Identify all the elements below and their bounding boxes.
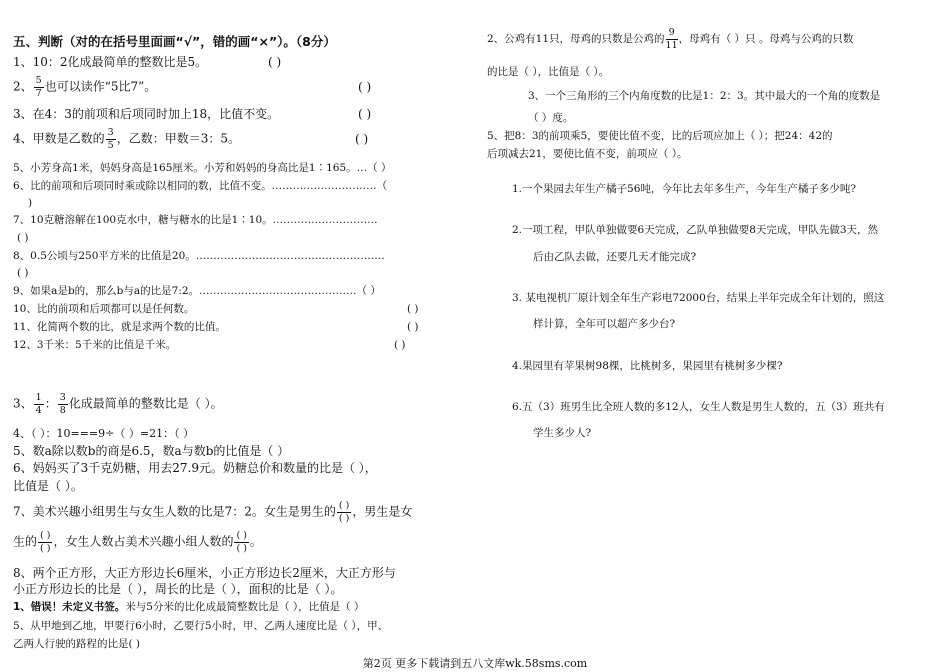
fraction: $\frac{9}{11}$: [665, 27, 678, 51]
fraction: $\frac{5}{7}$: [35, 75, 42, 99]
problem-2-line1: 2.一项工程，甲队单独做要6天完成，乙队单独做要8天完成，甲队先做3天，然: [512, 224, 879, 236]
judge-item-8: 8、0.5公顷与250平方米的比值是20。………………………………………………: [13, 250, 385, 262]
fraction: $\frac{3}{8}$: [59, 392, 66, 416]
answer-paren: ( ): [355, 132, 369, 146]
fill-item-6-line2: 比值是（ ）。: [13, 479, 83, 493]
judge-item-9: 9、如果a是b的，那么b与a的比是7:2。………………………………………（ ）: [13, 285, 381, 297]
judge-item-1: 1、10：2化成最简单的整数比是5。: [13, 55, 208, 69]
right-item-5-line1: 5、把8：3的前项乘5，要使比值不变，比的后项应加上（ ）；把24：42的: [487, 130, 833, 142]
problem-4: 4.果园里有苹果树98棵，比桃树多，果园里有桃树多少棵?: [512, 360, 783, 372]
fill-item-5b-line1: 5、从甲地到乙地，甲要行6小时，乙要行5小时，甲、乙两人速度比是（ ），甲、: [13, 620, 389, 632]
problem-2-line2: 后由乙队去做，还要几天才能完成?: [533, 251, 697, 263]
judge-item-2: 2、 $\frac{5}{7}$ 也可以读作“5比7”。: [13, 75, 157, 99]
judge-item-5: 5、小芳身高1米，妈妈身高是165厘米。小芳和妈妈的身高比是1∶165。…（ ）: [13, 162, 392, 174]
fill-item-error: 1、错误！未定义书签。米与5分米的比化成最简整数比是（ ），比值是（ ）: [13, 601, 365, 613]
answer-paren: ( ): [17, 232, 29, 244]
fill-item-5: 5、数a除以数b的商是6.5，数a与数b的比值是（ ）: [13, 444, 290, 458]
judge-item-11: 11、化简两个数的比，就是求两个数的比值。: [13, 321, 226, 333]
fill-item-3: 3、 $\frac{1}{4}$ ： $\frac{3}{8}$ 化成最简单的整数比是（ ）。: [13, 392, 223, 416]
answer-paren: ( ): [394, 339, 406, 351]
fraction-blank: $\frac{( )}{( )}$: [40, 530, 51, 554]
fraction: $\frac{1}{4}$: [35, 392, 42, 416]
section-heading: 五、判断（对的在括号里面画“√”，错的画“×”）。（8分）: [13, 34, 336, 49]
fill-item-7-line2: 生的 $\frac{( )}{( )}$ ，女生人数占美术兴趣小组人数的 $\frac{( )}{( )}$ 。: [13, 530, 262, 554]
problem-3-line1: 3. 某电视机厂原计划全年生产彩电72000台，结果上半年完成全年计划的，照这: [512, 292, 885, 304]
fill-item-4: 4、（ ）：10===9÷（ ）=21：（ ）: [13, 427, 195, 440]
right-item-5-line2: 后项减去21，要使比值不变，前项应（ ）。: [487, 148, 688, 160]
problem-3-line2: 样计算，全年可以超产多少台?: [533, 318, 676, 330]
answer-paren: ( ): [17, 267, 29, 279]
problem-1: 1.一个果园去年生产橘子56吨，今年比去年多生产，今年生产橘子多少吨?: [512, 183, 857, 195]
answer-paren: ( ): [358, 80, 372, 94]
page-footer: 第2页 更多下载请到五八文库wk.58sms.com: [362, 657, 588, 670]
fill-item-7-line1: 7、美术兴趣小组男生与女生人数的比是7：2。女生是男生的 $\frac{( )}{( )}$ ，男生是女: [13, 500, 413, 524]
right-item-3-line1: 3、一个三角形的三个内角度数的比是1：2：3。其中最大的一个角的度数是: [528, 90, 881, 102]
error-text: 1、错误！未定义书签。: [13, 601, 126, 613]
judge-item-4: 4、甲数是乙数的 $\frac{3}{5}$ ，乙数：甲数＝3：5。: [13, 127, 240, 151]
answer-paren: ( ): [358, 107, 372, 121]
judge-item-10: 10、比的前项和后项都可以是任何数。: [13, 303, 195, 315]
problem-6-line1: 6.五（3）班男生比全班人数的多12人，女生人数是男生人数的，五（3）班共有: [512, 401, 885, 413]
answer-paren: ( ): [407, 321, 419, 333]
answer-paren: ( ): [268, 55, 282, 69]
fraction: $\frac{3}{5}$: [107, 127, 114, 151]
fill-item-8-line2: 小正方形边长的比是（ ），周长的比是（ ），面积的比是（ ）。: [13, 582, 343, 596]
fraction-blank: $\frac{( )}{( )}$: [338, 500, 350, 524]
fill-item-6-line1: 6、妈妈买了3千克奶糖，用去27.9元。奶糖总价和数量的比是（ ），: [13, 461, 377, 475]
judge-item-3: 3、在4：3的前项和后项同时加上18，比值不变。: [13, 107, 280, 121]
right-item-3-line2: （ ）度。: [528, 112, 574, 124]
problem-6-line2: 学生多少人?: [533, 427, 592, 439]
judge-item-6: 6、比的前项和后项同时乘或除以相同的数，比值不变。…………………………（: [13, 180, 388, 192]
fill-item-8-line1: 8、两个正方形，大正方形边长6厘米，小正方形边长2厘米，大正方形与: [13, 566, 396, 580]
fill-item-5b-line2: 乙两人行驶的路程的比是( ): [13, 638, 141, 650]
right-item-2-line1: 2、公鸡有11只，母鸡的只数是公鸡的 $\frac{9}{11}$ ，母鸡有（ ）只 。母鸡与公鸡的只数: [487, 27, 854, 51]
judge-item-7: 7、10克糖溶解在100克水中，糖与糖水的比是1∶10。…………………………: [13, 214, 378, 226]
answer-paren: ( ): [407, 303, 419, 315]
right-item-2-line2: 的比是（ ），比值是（ ）。: [487, 66, 610, 78]
fraction-blank: $\frac{( )}{( )}$: [236, 530, 247, 554]
judge-item-12: 12、3千米：5千米的比值是千米。: [13, 339, 177, 351]
answer-paren: ): [28, 197, 33, 209]
